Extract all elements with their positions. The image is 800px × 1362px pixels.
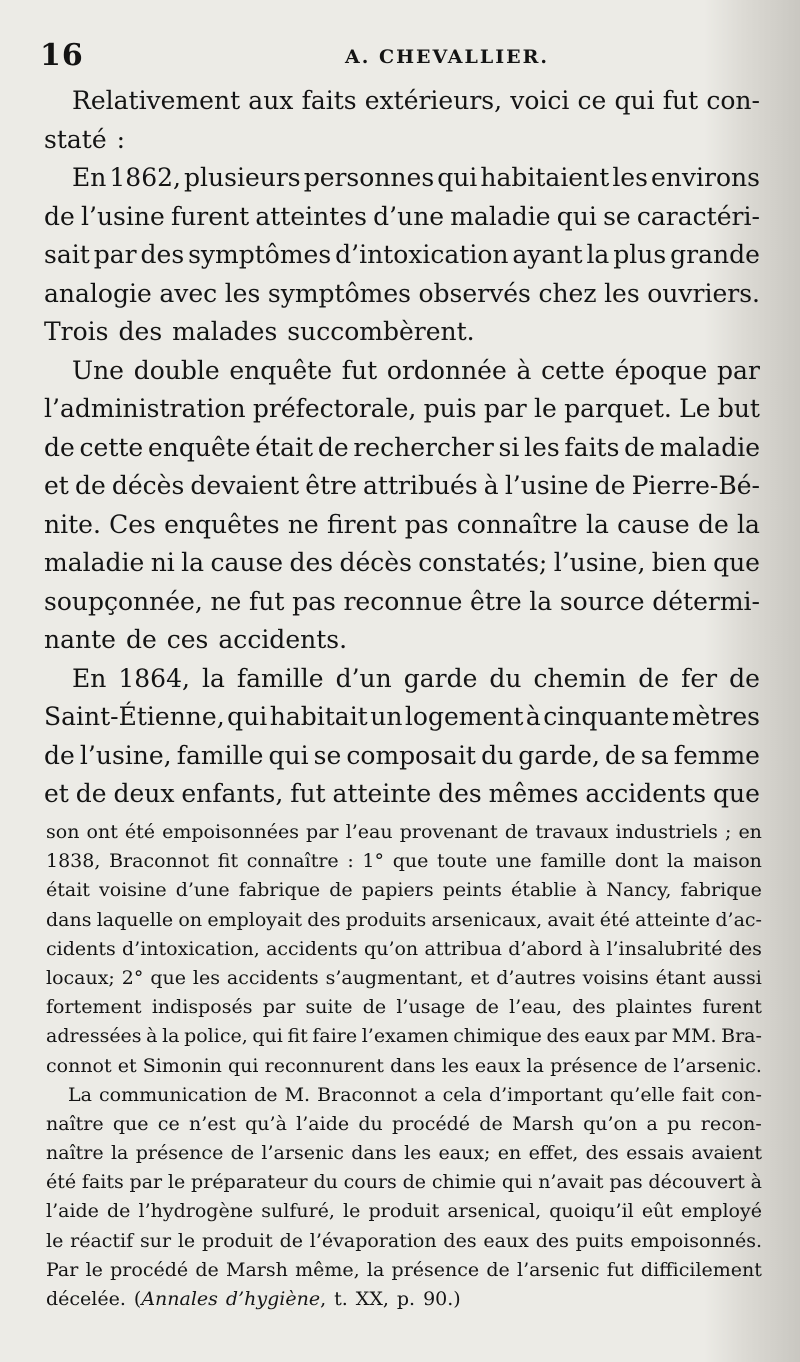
text-line: maladie ni la cause des décès constatés; l’usine, bien que [44,548,760,577]
text-line: de l’usine, famille qui se composait du garde, de sa femme [44,740,760,770]
text-line: Trois des malades succombèrent. [44,317,475,346]
text-line: fortement indisposés par suite de l’usage de l’eau, des plaintes furent [46,996,762,1019]
text-line: nite. Ces enquêtes ne firent pas connaître la cause de la [44,509,760,539]
text-line: naître la présence de l’arsenic dans les eaux; en effet, des essais avaient [46,1142,762,1165]
text-line: de l’usine furent atteintes d’une maladie qui se caractéri- [44,201,760,231]
text-line: La communication de M. Braconnot a cela d’important qu’elle fait con- [68,1083,762,1106]
text-line: sait par des symptômes d’intoxication ayant la plus grande [44,240,760,269]
text-line: et de décès devaient être attribués à l’usine de Pierre-Bé- [44,471,760,500]
text-line: naître que ce n’est qu’à l’aide du procédé de Marsh qu’on a pu recon- [46,1112,762,1135]
text-line: staté : [44,124,126,154]
text-line: de cette enquête était de rechercher si les faits de maladie [44,432,760,462]
footnote-body [46,818,762,1314]
text-line: était voisine d’une fabrique de papiers peints établie à Nancy, fabrique [46,879,762,902]
text-line: Relativement aux faits extérieurs, voici ce qui fut con- [72,86,760,115]
text-line: son ont été empoisonnées par l’eau provenant de travaux industriels ; en [46,821,762,843]
text-line: connot et Simonin qui reconnurent dans les eaux la présence de l’arsenic. [46,1054,762,1077]
text-line: 1838, Braconnot fit connaître : 1° que toute une famille dont la maison [46,850,762,873]
text-line: décelée. (Annales d’hygiène, t. XX, p. 90.) [46,1288,461,1310]
text-line: En 1862, plusieurs personnes qui habitaient les environs [72,163,760,192]
page-header [40,38,780,78]
running-head: A. CHEVALLIER. [345,46,550,68]
text-line: Une double enquête fut ordonnée à cette époque par [72,355,760,385]
text-line: été faits par le préparateur du cours de chimie qui n’avait pas découvert à [46,1171,762,1194]
text-line: cidents d’intoxication, accidents qu’on attribua d’abord à l’insalubrité des [46,937,762,960]
text-line: Par le procédé de Marsh même, la présence de l’arsenic fut difficilement [46,1258,762,1281]
page-number: 16 [40,38,84,73]
text-line: nante de ces accidents. [44,625,348,654]
text-line: l’administration préfectorale, puis par le parquet. Le but [44,394,760,423]
text-line: et de deux enfants, fut atteinte des mêmes accidents que [44,779,760,808]
text-line: adressées à la police, qui fit faire l’examen chimique des eaux par MM. Bra- [46,1025,762,1048]
text-line: dans laquelle on employait des produits arsenicaux, avait été atteinte d’ac- [46,908,762,931]
text-line: En 1864, la famille d’un garde du chemin de fer de [72,663,760,693]
text-line: l’aide de l’hydrogène sulfuré, le produit arsenical, quoiqu’il eût employé [46,1200,762,1223]
text-line: soupçonnée, ne fut pas reconnue être la source détermi- [44,586,760,616]
text-line: Saint-Étienne, qui habitait un logement à cinquante mètres [44,702,760,731]
text-line: analogie avec les symptômes observés chez les ouvriers. [44,278,760,308]
text-line: le réactif sur le produit de l’évaporation des eaux des puits empoisonnés. [46,1229,762,1252]
main-text-body [44,82,760,814]
text-line: locaux; 2° que les accidents s’augmentant, et d’autres voisins étant aussi [46,966,762,989]
